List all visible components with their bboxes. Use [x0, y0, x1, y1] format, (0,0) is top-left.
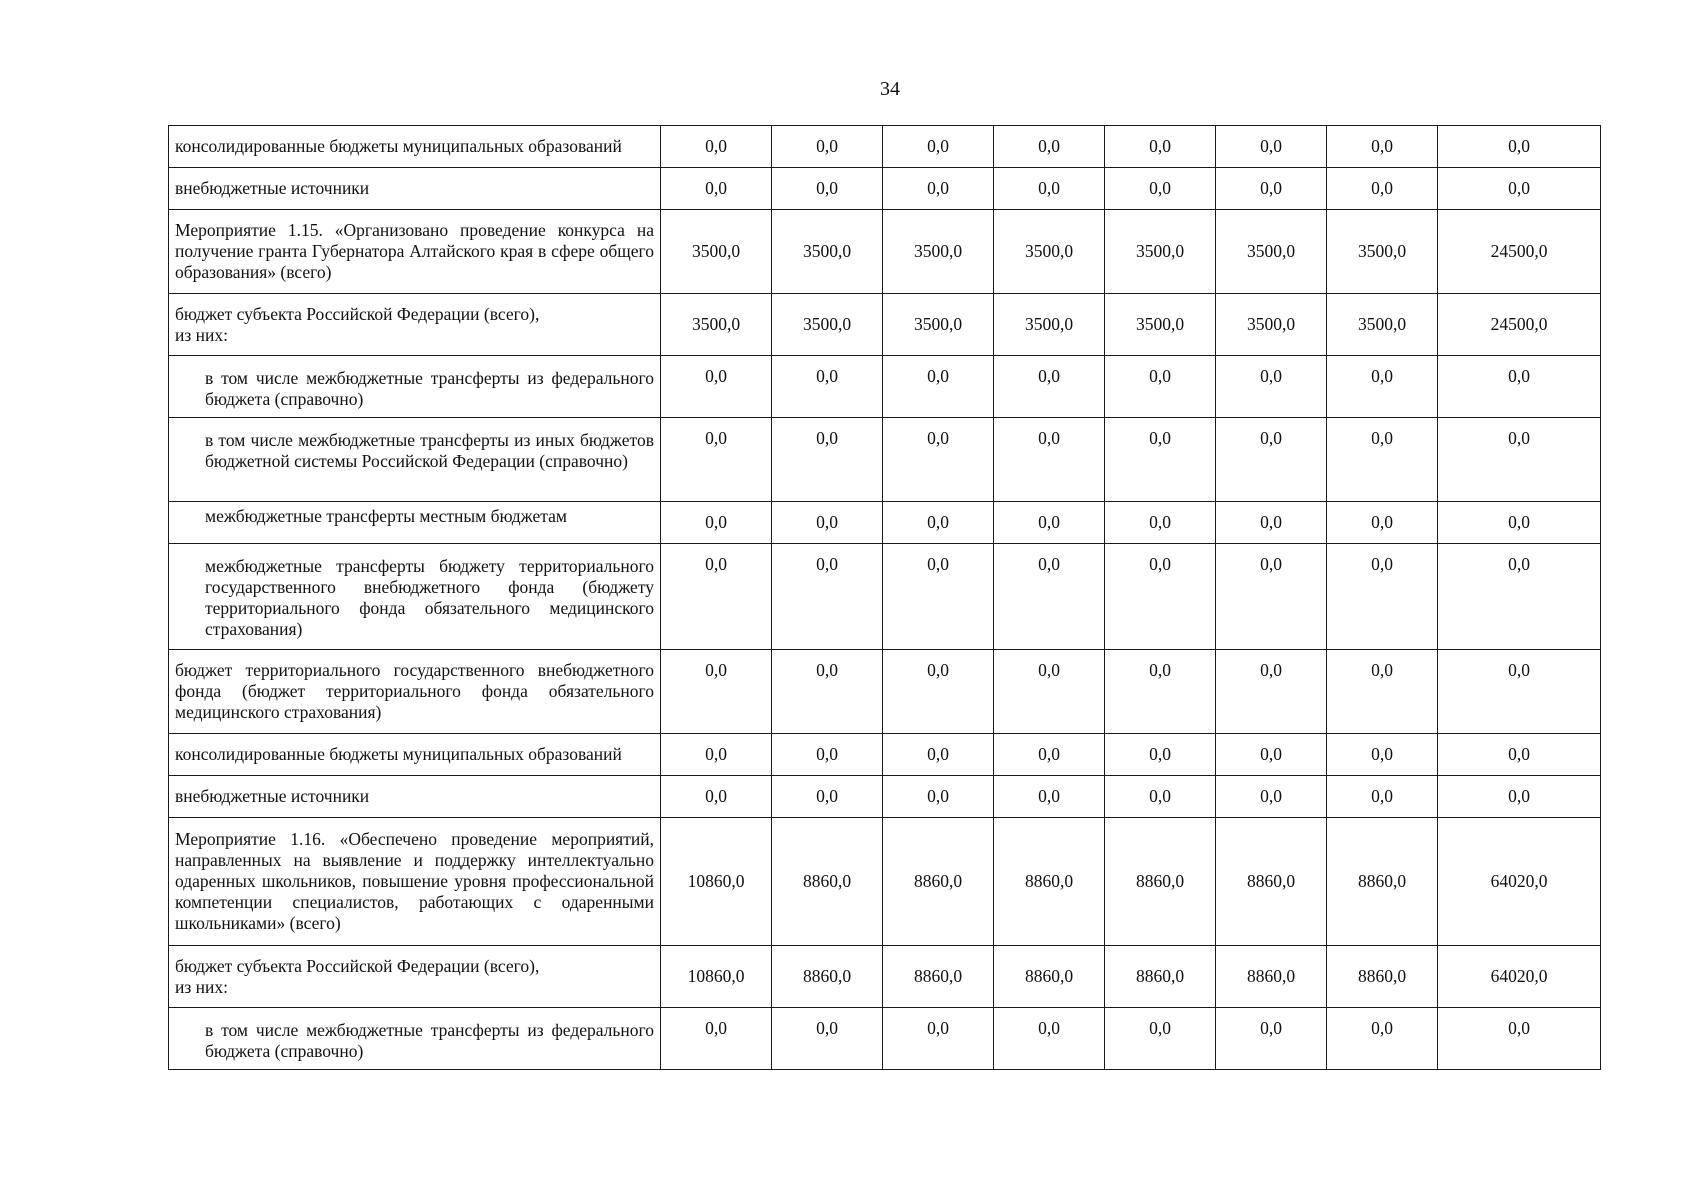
- value-cell: 3500,0: [772, 210, 883, 294]
- value-cell: 3500,0: [1216, 294, 1327, 356]
- row-label: консолидированные бюджеты муниципальных образований: [169, 126, 661, 168]
- value-cell: 0,0: [1105, 418, 1216, 502]
- value-cell: 0,0: [883, 168, 994, 210]
- value-cell: 0,0: [883, 734, 994, 776]
- value-cell: 0,0: [772, 650, 883, 734]
- value-cell: 0,0: [1216, 126, 1327, 168]
- total-cell: 0,0: [1438, 502, 1601, 544]
- value-cell: 0,0: [883, 126, 994, 168]
- value-cell: 8860,0: [1327, 818, 1438, 946]
- value-cell: 0,0: [1105, 1008, 1216, 1070]
- value-cell: 0,0: [661, 126, 772, 168]
- row-label: межбюджетные трансферты местным бюджетам: [169, 502, 661, 544]
- row-label: внебюджетные источники: [169, 168, 661, 210]
- table-row: [169, 502, 1601, 544]
- row-label: бюджет субъекта Российской Федерации (всего), из них:: [169, 294, 661, 356]
- row-label: в том числе межбюджетные трансферты из федерального бюджета (справочно): [169, 1008, 661, 1070]
- value-cell: 0,0: [661, 502, 772, 544]
- value-cell: 8860,0: [1327, 946, 1438, 1008]
- value-cell: 0,0: [772, 734, 883, 776]
- value-cell: 0,0: [1327, 734, 1438, 776]
- value-cell: 0,0: [661, 356, 772, 418]
- value-cell: 0,0: [772, 776, 883, 818]
- value-cell: 0,0: [1105, 544, 1216, 650]
- value-cell: 0,0: [772, 418, 883, 502]
- value-cell: 0,0: [1327, 502, 1438, 544]
- value-cell: 0,0: [1216, 1008, 1327, 1070]
- value-cell: 0,0: [1105, 776, 1216, 818]
- value-cell: 0,0: [1327, 776, 1438, 818]
- value-cell: 0,0: [1327, 168, 1438, 210]
- row-label: в том числе межбюджетные трансферты из иных бюджетов бюджетной системы Российской Федерации (справочно): [169, 418, 661, 502]
- value-cell: 0,0: [661, 734, 772, 776]
- value-cell: 0,0: [1105, 734, 1216, 776]
- value-cell: 0,0: [772, 126, 883, 168]
- value-cell: 0,0: [661, 1008, 772, 1070]
- value-cell: 3500,0: [1105, 210, 1216, 294]
- value-cell: 0,0: [1327, 1008, 1438, 1070]
- value-cell: 8860,0: [1216, 946, 1327, 1008]
- table-row: [169, 544, 1601, 650]
- value-cell: 0,0: [994, 544, 1105, 650]
- value-cell: 0,0: [994, 734, 1105, 776]
- value-cell: 0,0: [1105, 502, 1216, 544]
- value-cell: 3500,0: [661, 294, 772, 356]
- value-cell: 0,0: [994, 776, 1105, 818]
- table-row: [169, 818, 1601, 946]
- value-cell: 8860,0: [772, 946, 883, 1008]
- value-cell: 0,0: [772, 1008, 883, 1070]
- value-cell: 0,0: [1216, 650, 1327, 734]
- table-body: [169, 126, 1601, 1070]
- value-cell: 10860,0: [661, 946, 772, 1008]
- value-cell: 0,0: [1216, 776, 1327, 818]
- table-row: [169, 168, 1601, 210]
- total-cell: 24500,0: [1438, 210, 1601, 294]
- value-cell: 8860,0: [1105, 946, 1216, 1008]
- value-cell: 0,0: [994, 418, 1105, 502]
- value-cell: 8860,0: [994, 946, 1105, 1008]
- value-cell: 3500,0: [883, 294, 994, 356]
- value-cell: 0,0: [1327, 650, 1438, 734]
- value-cell: 8860,0: [883, 946, 994, 1008]
- row-label: консолидированные бюджеты муниципальных образований: [169, 734, 661, 776]
- total-cell: 0,0: [1438, 776, 1601, 818]
- value-cell: 0,0: [1327, 356, 1438, 418]
- total-cell: 0,0: [1438, 544, 1601, 650]
- total-cell: 0,0: [1438, 1008, 1601, 1070]
- value-cell: 0,0: [883, 1008, 994, 1070]
- value-cell: 0,0: [994, 356, 1105, 418]
- value-cell: 3500,0: [994, 210, 1105, 294]
- value-cell: 3500,0: [1216, 210, 1327, 294]
- budget-table: [168, 125, 1601, 1070]
- value-cell: 3500,0: [1327, 210, 1438, 294]
- value-cell: 3500,0: [994, 294, 1105, 356]
- value-cell: 8860,0: [994, 818, 1105, 946]
- value-cell: 0,0: [883, 776, 994, 818]
- total-cell: 0,0: [1438, 126, 1601, 168]
- row-label: бюджет субъекта Российской Федерации (всего), из них:: [169, 946, 661, 1008]
- value-cell: 0,0: [1216, 544, 1327, 650]
- value-cell: 0,0: [883, 502, 994, 544]
- table-row: [169, 734, 1601, 776]
- value-cell: 0,0: [661, 776, 772, 818]
- value-cell: 3500,0: [1105, 294, 1216, 356]
- value-cell: 8860,0: [1216, 818, 1327, 946]
- table-row: [169, 294, 1601, 356]
- value-cell: 0,0: [661, 168, 772, 210]
- value-cell: 0,0: [994, 168, 1105, 210]
- page-number: 34: [880, 78, 900, 100]
- value-cell: 0,0: [1216, 502, 1327, 544]
- value-cell: 0,0: [994, 1008, 1105, 1070]
- value-cell: 0,0: [661, 418, 772, 502]
- value-cell: 3500,0: [661, 210, 772, 294]
- value-cell: 0,0: [772, 356, 883, 418]
- row-label: межбюджетные трансферты бюджету территориального государственного внебюджетного фонда (бюджету территориального фонда обязательного медицинского страхования): [169, 544, 661, 650]
- table-row: [169, 356, 1601, 418]
- value-cell: 0,0: [1216, 356, 1327, 418]
- table-row: [169, 210, 1601, 294]
- value-cell: 0,0: [994, 502, 1105, 544]
- total-cell: 24500,0: [1438, 294, 1601, 356]
- value-cell: 8860,0: [883, 818, 994, 946]
- table-row: [169, 946, 1601, 1008]
- value-cell: 0,0: [1327, 544, 1438, 650]
- value-cell: 0,0: [772, 502, 883, 544]
- row-label: внебюджетные источники: [169, 776, 661, 818]
- value-cell: 0,0: [772, 544, 883, 650]
- value-cell: 0,0: [1105, 650, 1216, 734]
- value-cell: 0,0: [994, 650, 1105, 734]
- table-row: [169, 650, 1601, 734]
- value-cell: 0,0: [1216, 734, 1327, 776]
- value-cell: 0,0: [1327, 418, 1438, 502]
- table-row: [169, 1008, 1601, 1070]
- value-cell: 0,0: [772, 168, 883, 210]
- value-cell: 3500,0: [772, 294, 883, 356]
- value-cell: 0,0: [883, 544, 994, 650]
- total-cell: 64020,0: [1438, 946, 1601, 1008]
- total-cell: 0,0: [1438, 168, 1601, 210]
- value-cell: 0,0: [994, 126, 1105, 168]
- value-cell: 0,0: [883, 356, 994, 418]
- value-cell: 0,0: [661, 650, 772, 734]
- value-cell: 0,0: [1216, 168, 1327, 210]
- total-cell: 0,0: [1438, 418, 1601, 502]
- value-cell: 0,0: [1105, 356, 1216, 418]
- value-cell: 0,0: [883, 650, 994, 734]
- value-cell: 3500,0: [1327, 294, 1438, 356]
- value-cell: 8860,0: [772, 818, 883, 946]
- table-row: [169, 418, 1601, 502]
- value-cell: 0,0: [1327, 126, 1438, 168]
- total-cell: 0,0: [1438, 734, 1601, 776]
- total-cell: 0,0: [1438, 356, 1601, 418]
- value-cell: 0,0: [1105, 168, 1216, 210]
- table-row: [169, 126, 1601, 168]
- value-cell: 10860,0: [661, 818, 772, 946]
- row-label: Мероприятие 1.15. «Организовано проведение конкурса на получение гранта Губернатора Алтайского края в сфере общего образования» (всего): [169, 210, 661, 294]
- value-cell: 0,0: [661, 544, 772, 650]
- value-cell: 0,0: [1216, 418, 1327, 502]
- value-cell: 8860,0: [1105, 818, 1216, 946]
- value-cell: 0,0: [883, 418, 994, 502]
- row-label: бюджет территориального государственного внебюджетного фонда (бюджет территориального фонда обязательного медицинского страхования): [169, 650, 661, 734]
- total-cell: 64020,0: [1438, 818, 1601, 946]
- row-label: в том числе межбюджетные трансферты из федерального бюджета (справочно): [169, 356, 661, 418]
- total-cell: 0,0: [1438, 650, 1601, 734]
- row-label: Мероприятие 1.16. «Обеспечено проведение мероприятий, направленных на выявление и поддержку интеллектуально одаренных школьников, повышение уровня профессиональной компетенции специалистов, работающих с одаренными школьниками» (всего): [169, 818, 661, 946]
- table-row: [169, 776, 1601, 818]
- value-cell: 3500,0: [883, 210, 994, 294]
- value-cell: 0,0: [1105, 126, 1216, 168]
